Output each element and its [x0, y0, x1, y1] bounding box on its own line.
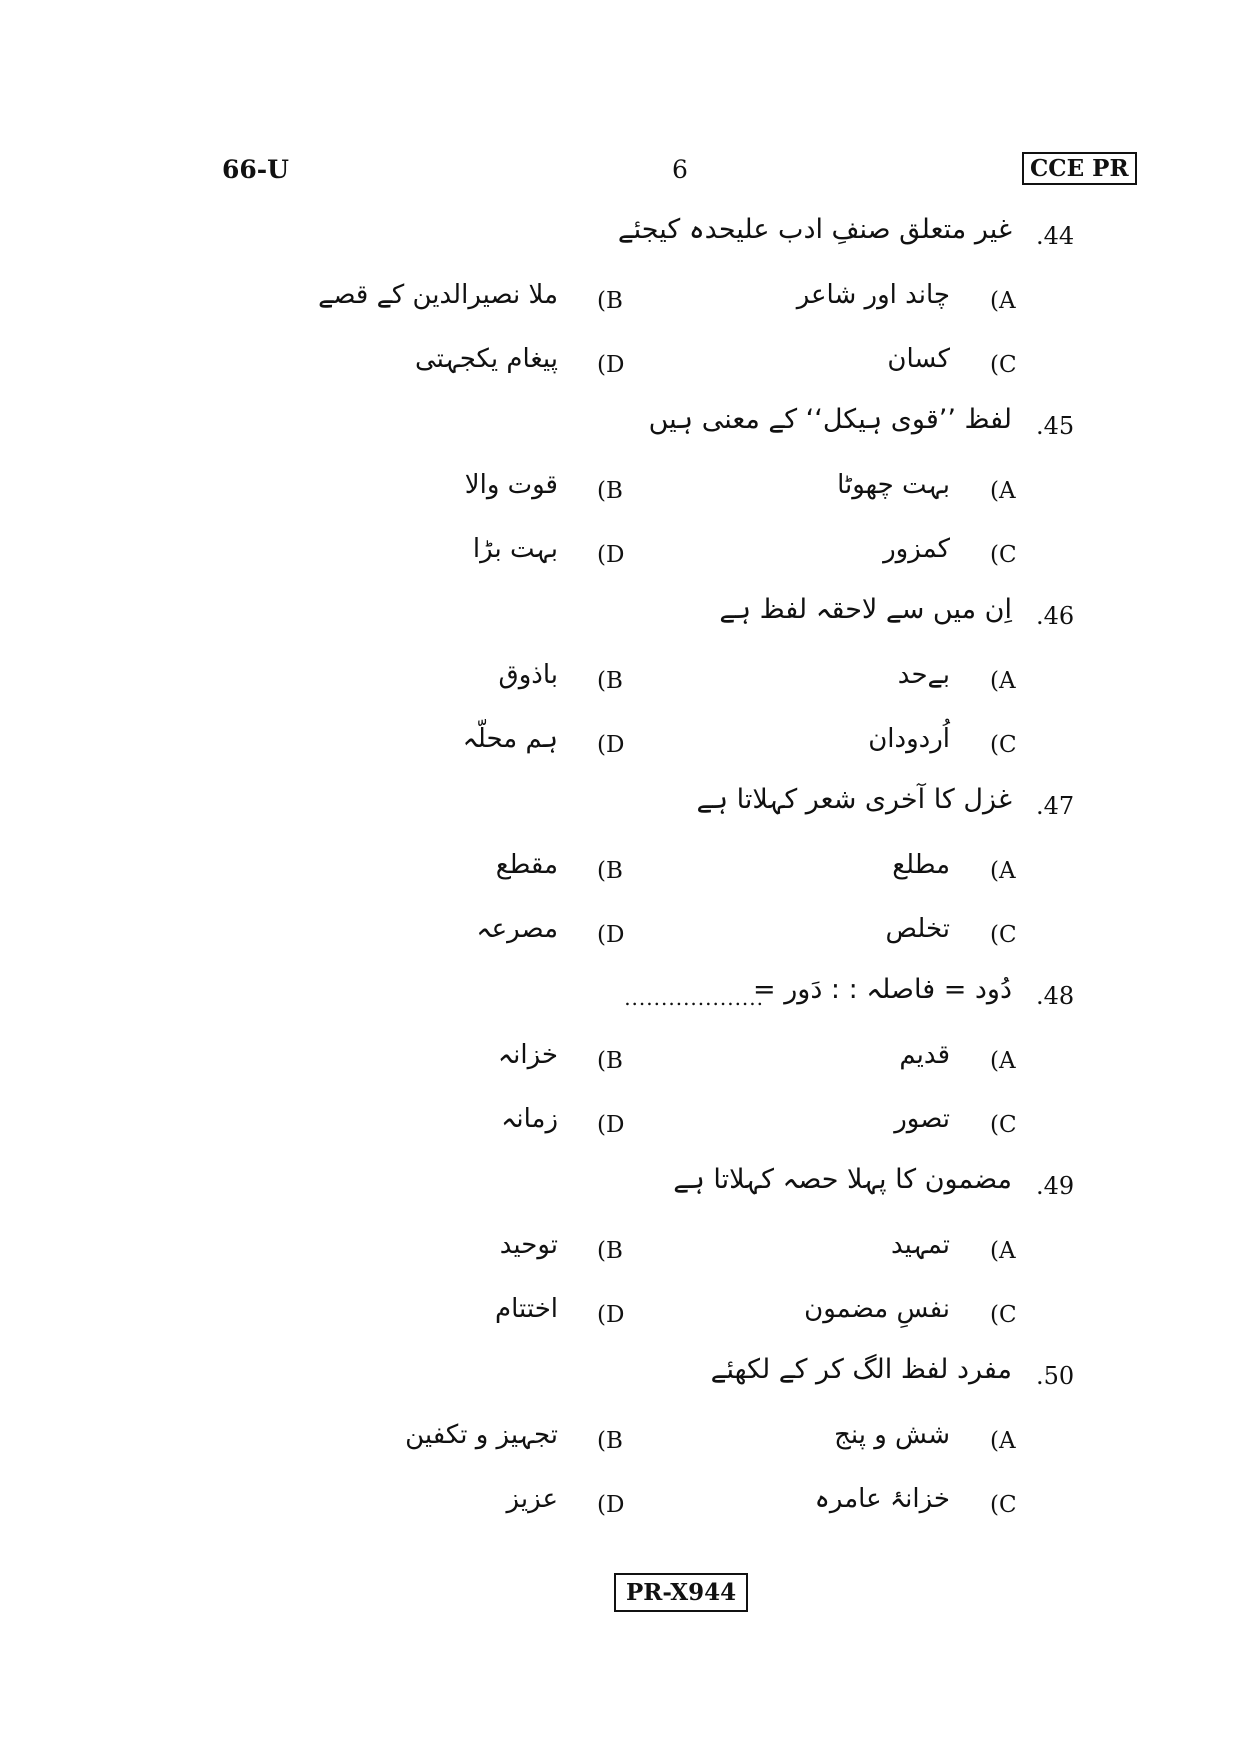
- option-c-text: تصور: [894, 1104, 950, 1134]
- option-a-label: A): [990, 668, 1016, 694]
- option-a-text: بہت چھوٹا: [837, 470, 950, 500]
- option-c-text: تخلص: [885, 914, 950, 944]
- option-c-text: کسان: [887, 344, 950, 374]
- option-b-label: B): [597, 858, 623, 884]
- option-d-label: D): [597, 1112, 625, 1138]
- option-b-text: تجہیز و تکفین: [405, 1420, 558, 1450]
- question-number: .47: [1036, 792, 1075, 820]
- option-d-label: D): [597, 1302, 625, 1328]
- option-d-text: زمانہ: [501, 1104, 558, 1134]
- option-c-label: C): [990, 542, 1017, 568]
- question-text: دُود = فاصلہ : : دَور =: [753, 974, 1012, 1005]
- option-c-text: اُردودان: [868, 724, 950, 754]
- option-c-label: C): [990, 1492, 1017, 1518]
- question-text: مفرد لفظ الگ کر کے لکھئے: [710, 1354, 1012, 1385]
- footer-code: PR-X944: [614, 1573, 748, 1612]
- option-b-text: قوت والا: [464, 470, 558, 500]
- question-text: غزل کا آخری شعر کہلاتا ہے: [696, 784, 1012, 815]
- option-b-label: B): [597, 1238, 623, 1264]
- option-c-label: C): [990, 1112, 1017, 1138]
- paper-code: 66-U: [222, 155, 289, 184]
- option-d-text: ہم محلّہ: [462, 724, 558, 754]
- option-a-label: A): [990, 1048, 1016, 1074]
- question-number: .49: [1036, 1172, 1075, 1200]
- question-text: غیر متعلق صنفِ ادب علیحدہ کیجئے: [617, 214, 1012, 245]
- option-a-label: A): [990, 858, 1016, 884]
- question-text: لفظ ’’قوی ہیکل‘‘ کے معنی ہیں: [648, 404, 1012, 435]
- answer-blank: ...................: [624, 986, 764, 1010]
- option-b-label: B): [597, 1428, 623, 1454]
- option-a-label: A): [990, 288, 1016, 314]
- option-c-text: خزانۂ عامرہ: [814, 1484, 950, 1514]
- option-a-label: A): [990, 478, 1016, 504]
- question-number: .50: [1036, 1362, 1075, 1390]
- option-a-text: مطلع: [892, 850, 950, 880]
- option-c-text: نفسِ مضمون: [804, 1294, 950, 1324]
- question-number: .45: [1036, 412, 1075, 440]
- question-text: مضمون کا پہلا حصہ کہلاتا ہے: [673, 1164, 1012, 1195]
- option-c-text: کمزور: [883, 534, 950, 564]
- option-d-text: اختتام: [494, 1294, 558, 1324]
- option-d-text: پیغام یکجہتی: [414, 344, 558, 374]
- option-d-label: D): [597, 542, 625, 568]
- exam-badge: CCE PR: [1022, 152, 1137, 185]
- question-text: اِن میں سے لاحقہ لفظ ہے: [719, 594, 1012, 625]
- option-b-label: B): [597, 478, 623, 504]
- option-a-text: تمہید: [891, 1230, 950, 1260]
- option-b-text: ملا نصیرالدین کے قصے: [318, 280, 558, 310]
- option-c-label: C): [990, 922, 1017, 948]
- option-a-text: چاند اور شاعر: [796, 280, 950, 310]
- option-b-text: مقطع: [495, 850, 558, 880]
- question-number: .48: [1036, 982, 1075, 1010]
- option-b-text: توحید: [499, 1230, 558, 1260]
- page-number: 6: [672, 155, 688, 184]
- question-number: .44: [1036, 222, 1075, 250]
- option-a-text: بےحد: [897, 660, 950, 690]
- option-b-label: B): [597, 1048, 623, 1074]
- option-d-label: D): [597, 352, 625, 378]
- option-a-text: شش و پنج: [834, 1420, 950, 1450]
- option-a-label: A): [990, 1238, 1016, 1264]
- option-b-label: B): [597, 668, 623, 694]
- option-a-text: قدیم: [899, 1040, 950, 1070]
- option-d-label: D): [597, 732, 625, 758]
- option-d-text: بہت بڑا: [472, 534, 558, 564]
- option-b-label: B): [597, 288, 623, 314]
- option-c-label: C): [990, 352, 1017, 378]
- option-d-text: مصرعہ: [476, 914, 558, 944]
- option-c-label: C): [990, 732, 1017, 758]
- option-b-text: خزانہ: [497, 1040, 558, 1070]
- option-d-text: عزیز: [506, 1484, 558, 1514]
- option-c-label: C): [990, 1302, 1017, 1328]
- question-number: .46: [1036, 602, 1075, 630]
- option-b-text: باذوق: [498, 660, 558, 690]
- option-d-label: D): [597, 1492, 625, 1518]
- option-a-label: A): [990, 1428, 1016, 1454]
- option-d-label: D): [597, 922, 625, 948]
